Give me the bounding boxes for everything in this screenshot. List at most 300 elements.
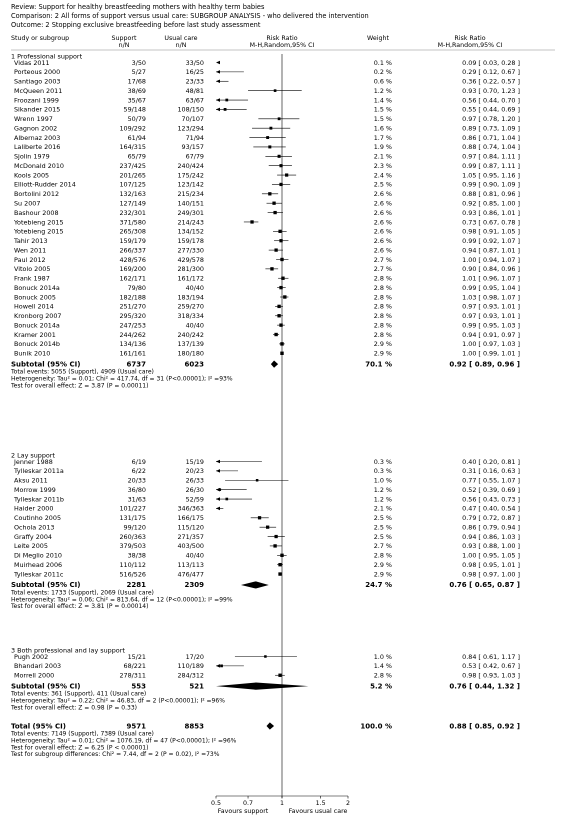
usual-events: 215/234: [177, 190, 204, 199]
study-name: Vitolo 2005: [14, 265, 51, 274]
study-name: Ochola 2013: [14, 523, 55, 532]
point-estimate: [268, 192, 271, 195]
subtotal-weight: 5.2 %: [370, 682, 392, 691]
usual-events: 161/172: [177, 274, 204, 283]
support-events: 65/79: [127, 152, 146, 161]
subtotal-ci: 0.76 [ 0.44, 1.32 ]: [449, 682, 520, 691]
support-events: 266/337: [119, 246, 146, 255]
subtotal-label: Subtotal (95% CI): [11, 360, 81, 369]
point-estimate: [274, 535, 277, 538]
usual-events: 20/23: [185, 467, 204, 476]
study-name: Su 2007: [14, 199, 41, 208]
study-ci: 0.73 [ 0.67, 0.78 ]: [462, 218, 520, 227]
subtotal-ci: 0.92 [ 0.89, 0.96 ]: [449, 360, 520, 369]
usual-events: 183/194: [177, 293, 204, 302]
study-ci: 1.00 [ 0.94, 1.07 ]: [462, 255, 520, 264]
study-weight: 2.1 %: [373, 504, 392, 513]
study-weight: 0.6 %: [373, 77, 392, 86]
study-weight: 2.9 %: [373, 340, 392, 349]
study-weight: 2.8 %: [373, 330, 392, 339]
study-weight: 2.8 %: [373, 274, 392, 283]
study-ci: 0.09 [ 0.03, 0.28 ]: [462, 58, 520, 67]
study-ci: 0.94 [ 0.87, 1.01 ]: [462, 246, 520, 255]
study-name: Aksu 2011: [14, 476, 48, 485]
study-weight: 1.0 %: [373, 476, 392, 485]
summary-diamond: [271, 361, 278, 368]
support-events: 162/171: [119, 274, 146, 283]
study-weight: 2.8 %: [373, 321, 392, 330]
plot-header: [11, 3, 369, 29]
ci-arrow: [216, 61, 220, 65]
study-weight: 1.5 %: [373, 115, 392, 124]
support-events: 68/221: [123, 662, 146, 671]
support-events: 17/68: [127, 77, 146, 86]
study-weight: 2.5 %: [373, 523, 392, 532]
usual-events: 63/67: [185, 96, 204, 105]
study-name: Frank 1987: [14, 274, 50, 283]
study-ci: 0.36 [ 0.22, 0.57 ]: [462, 77, 520, 86]
subtotal-usual: 2309: [184, 581, 204, 590]
study-name: Albernaz 2003: [14, 133, 61, 142]
point-estimate: [268, 145, 271, 148]
usual-events: 123/294: [177, 124, 204, 133]
study-weight: 2.3 %: [373, 161, 392, 170]
study-ci: 0.98 [ 0.93, 1.03 ]: [462, 671, 520, 680]
subtotal-support: 9571: [126, 722, 146, 731]
study-ci: 0.47 [ 0.40, 0.54 ]: [462, 504, 520, 513]
study-ci: 0.90 [ 0.84, 0.96 ]: [462, 265, 520, 274]
stats-note: Heterogeneity: Tau² = 0.06; Chi² = 813.64, df = 12 (P<0.00001); I² =99%: [11, 596, 233, 604]
study-ci: 0.77 [ 0.55, 1.07 ]: [462, 476, 520, 485]
study-weight: 2.5 %: [373, 180, 392, 189]
study-weight: 1.2 %: [373, 86, 392, 95]
point-estimate: [278, 563, 281, 566]
study-weight: 0.2 %: [373, 68, 392, 77]
point-estimate: [225, 99, 228, 102]
stats-note: Heterogeneity: Tau² = 0.22; Chi² = 46.83, df = 2 (P<0.00001); I² =96%: [11, 697, 225, 705]
support-events: 15/21: [127, 652, 146, 661]
study-weight: 2.6 %: [373, 246, 392, 255]
study-weight: 2.9 %: [373, 570, 392, 579]
study-ci: 0.56 [ 0.44, 0.70 ]: [462, 96, 520, 105]
study-name: Morrell 2000: [14, 671, 55, 680]
support-events: 295/320: [119, 312, 146, 321]
study-ci: 0.79 [ 0.72, 0.87 ]: [462, 514, 520, 523]
support-events: 38/38: [127, 551, 146, 560]
study-ci: 0.99 [ 0.92, 1.07 ]: [462, 237, 520, 246]
point-estimate: [274, 89, 277, 92]
subgroup-title: 2 Lay support: [11, 451, 55, 460]
study-ci: 0.93 [ 0.70, 1.23 ]: [462, 86, 520, 95]
col-weight: Weight: [367, 35, 389, 42]
subtotal-ci: 0.88 [ 0.85, 0.92 ]: [449, 722, 520, 731]
comparison-title: Comparison: 2 All forms of support versus usual care: SUBGROUP ANALYSIS - who delivered the intervention: [11, 12, 369, 20]
study-name: Paul 2012: [14, 255, 46, 264]
favours-support-label: Favours support: [217, 808, 269, 815]
usual-events: 16/25: [185, 68, 204, 77]
study-name: Graffy 2004: [14, 532, 52, 541]
stats-note: Test for overall effect: Z = 3.81 (P = 0.00014): [11, 603, 149, 611]
support-events: 109/292: [119, 124, 146, 133]
study-name: Vidas 2011: [14, 58, 50, 67]
point-estimate: [218, 488, 221, 491]
usual-events: 166/175: [177, 514, 204, 523]
study-ci: 0.89 [ 0.73, 1.09 ]: [462, 124, 520, 133]
study-ci: 1.00 [ 0.97, 1.03 ]: [462, 340, 520, 349]
col-rr2-sub: M-H,Random,95% CI: [437, 42, 503, 49]
study-weight: 2.8 %: [373, 283, 392, 292]
support-events: 20/33: [127, 476, 146, 485]
col-support-sub: n/N: [118, 42, 130, 49]
support-events: 428/576: [119, 255, 146, 264]
study-weight: 2.5 %: [373, 532, 392, 541]
study-name: Haider 2000: [14, 504, 54, 513]
study-weight: 2.4 %: [373, 171, 392, 180]
point-estimate: [266, 526, 269, 529]
subgroup-title: 1 Professional support: [11, 52, 83, 61]
support-events: 237/425: [119, 161, 146, 170]
study-name: Laliberte 2016: [14, 143, 61, 152]
study-weight: 2.6 %: [373, 199, 392, 208]
study-weight: 2.8 %: [373, 293, 392, 302]
ci-arrow: [216, 507, 220, 511]
usual-events: 33/50: [185, 58, 204, 67]
x-tick-label: 0.5: [210, 800, 222, 807]
study-name: Bunik 2010: [14, 349, 51, 358]
col-study: Study or subgroup: [11, 35, 70, 42]
usual-events: 48/81: [185, 86, 204, 95]
subtotal-support: 2281: [126, 581, 146, 590]
study-name: Wen 2011: [14, 246, 47, 255]
study-weight: 0.3 %: [373, 467, 392, 476]
usual-events: 214/243: [177, 218, 204, 227]
study-ci: 0.98 [ 0.95, 1.01 ]: [462, 560, 520, 569]
usual-events: 259/270: [177, 302, 204, 311]
study-name: Bonuck 2005: [14, 293, 56, 302]
usual-events: 23/33: [185, 77, 204, 86]
study-ci: 0.31 [ 0.16, 0.63 ]: [462, 467, 520, 476]
support-events: 371/580: [119, 218, 146, 227]
study-ci: 0.53 [ 0.42, 0.67 ]: [462, 662, 520, 671]
support-events: 110/112: [119, 560, 146, 569]
support-events: 50/79: [127, 115, 146, 124]
usual-events: 71/94: [185, 133, 204, 142]
usual-events: 113/113: [177, 560, 204, 569]
usual-events: 40/40: [185, 551, 204, 560]
study-ci: 0.93 [ 0.86, 1.01 ]: [462, 208, 520, 217]
usual-events: 240/242: [177, 330, 204, 339]
usual-events: 240/424: [177, 161, 204, 170]
point-estimate: [277, 314, 280, 317]
usual-events: 40/40: [185, 321, 204, 330]
support-events: 38/69: [127, 86, 146, 95]
study-ci: 1.05 [ 0.95, 1.16 ]: [462, 171, 520, 180]
study-ci: 0.98 [ 0.91, 1.05 ]: [462, 227, 520, 236]
x-tick-label: 1: [279, 800, 285, 807]
favours-usual-label: Favours usual care: [288, 808, 348, 815]
support-events: 132/163: [119, 190, 146, 199]
support-events: 232/301: [119, 208, 146, 217]
point-estimate: [278, 572, 281, 575]
summary-diamond: [216, 683, 308, 690]
study-ci: 0.97 [ 0.78, 1.20 ]: [462, 115, 520, 124]
support-events: 79/80: [127, 283, 146, 292]
study-name: Santiago 2003: [14, 77, 61, 86]
study-ci: 1.00 [ 0.95, 1.05 ]: [462, 551, 520, 560]
study-weight: 2.7 %: [373, 265, 392, 274]
support-events: 379/503: [119, 542, 146, 551]
study-name: Bashour 2008: [14, 208, 59, 217]
stats-note: Heterogeneity: Tau² = 0.01; Chi² = 417.74, df = 31 (P<0.00001); I² =93%: [11, 375, 233, 383]
support-events: 164/315: [119, 143, 146, 152]
point-estimate: [224, 108, 227, 111]
point-estimate: [278, 230, 281, 233]
usual-events: 108/150: [177, 105, 204, 114]
point-estimate: [274, 333, 277, 336]
summary-diamond: [241, 581, 269, 588]
usual-events: 110/189: [177, 662, 204, 671]
study-weight: 2.6 %: [373, 218, 392, 227]
point-estimate: [269, 127, 272, 130]
support-events: 201/265: [119, 171, 146, 180]
subtotal-label: Total (95% CI): [11, 722, 66, 731]
study-name: Muirhead 2006: [14, 560, 63, 569]
support-events: 101/227: [119, 504, 146, 513]
study-ci: 0.99 [ 0.87, 1.11 ]: [462, 161, 520, 170]
usual-events: 26/30: [185, 485, 204, 494]
study-name: Kramer 2001: [14, 330, 56, 339]
subtotal-support: 6737: [126, 360, 146, 369]
subtotal-usual: 521: [189, 682, 204, 691]
study-name: Howell 2014: [14, 302, 54, 311]
study-weight: 2.8 %: [373, 312, 392, 321]
usual-events: 175/242: [177, 171, 204, 180]
study-ci: 0.88 [ 0.74, 1.04 ]: [462, 143, 520, 152]
point-estimate: [250, 220, 253, 223]
support-events: 6/22: [131, 467, 146, 476]
support-events: 251/270: [119, 302, 146, 311]
support-events: 99/120: [123, 523, 146, 532]
study-weight: 2.6 %: [373, 208, 392, 217]
support-events: 3/50: [131, 58, 146, 67]
study-weight: 2.9 %: [373, 560, 392, 569]
study-name: Di Meglio 2010: [14, 551, 62, 560]
stats-note: Total events: 1733 (Support), 2069 (Usual care): [11, 589, 154, 597]
study-ci: 0.99 [ 0.90, 1.09 ]: [462, 180, 520, 189]
plot-rows: [10, 52, 520, 815]
study-name: Tahir 2013: [14, 237, 48, 246]
study-weight: 1.4 %: [373, 96, 392, 105]
study-name: Morrow 1999: [14, 485, 56, 494]
study-ci: 1.03 [ 0.98, 1.07 ]: [462, 293, 520, 302]
subtotal-support: 553: [131, 682, 146, 691]
study-ci: 0.99 [ 0.95, 1.03 ]: [462, 321, 520, 330]
support-events: 61/94: [127, 133, 146, 142]
study-ci: 1.00 [ 0.99, 1.01 ]: [462, 349, 520, 358]
study-weight: 1.4 %: [373, 662, 392, 671]
usual-events: 249/301: [177, 208, 204, 217]
study-weight: 1.2 %: [373, 495, 392, 504]
usual-events: 476/477: [177, 570, 204, 579]
study-name: Kools 2005: [14, 171, 50, 180]
study-weight: 1.2 %: [373, 485, 392, 494]
support-events: 244/262: [119, 330, 146, 339]
support-events: 161/161: [119, 349, 146, 358]
study-name: Tylleskar 2011a: [14, 467, 64, 476]
study-name: Coutinho 2005: [14, 514, 62, 523]
stats-note: Total events: 361 (Support), 411 (Usual care): [11, 690, 147, 698]
study-weight: 1.9 %: [373, 143, 392, 152]
col-rr2: Risk Ratio: [454, 35, 486, 42]
col-rr-sub: M-H,Random,95% CI: [249, 42, 315, 49]
support-events: 131/175: [119, 514, 146, 523]
ci-arrow: [216, 460, 220, 464]
point-estimate: [256, 479, 259, 482]
study-name: Pugh 2002: [14, 652, 49, 661]
subtotal-label: Subtotal (95% CI): [11, 581, 81, 590]
study-name: Tylleskar 2011c: [14, 570, 64, 579]
study-weight: 2.6 %: [373, 227, 392, 236]
usual-events: 26/33: [185, 476, 204, 485]
subtotal-label: Subtotal (95% CI): [11, 682, 81, 691]
study-name: Jenner 1988: [14, 457, 53, 466]
support-events: 278/311: [119, 671, 146, 680]
study-weight: 2.6 %: [373, 190, 392, 199]
subtotal-weight: 24.7 %: [365, 581, 392, 590]
usual-events: 346/363: [177, 504, 204, 513]
stats-note: Total events: 7149 (Support), 7389 (Usual care): [11, 730, 154, 738]
support-events: 516/526: [119, 570, 146, 579]
ci-arrow: [216, 497, 220, 501]
stats-note: Test for subgroup differences: Chi² = 7.44, df = 2 (P = 0.02), I² =73%: [11, 751, 220, 759]
x-tick-label: 2: [345, 800, 351, 807]
study-ci: 0.40 [ 0.20, 0.81 ]: [462, 457, 520, 466]
study-ci: 0.97 [ 0.93, 1.01 ]: [462, 312, 520, 321]
col-rr: Risk Ratio: [266, 35, 298, 42]
stats-note: Test for overall effect: Z = 3.87 (P = 0.00011): [11, 382, 149, 390]
study-name: Bortolini 2012: [14, 190, 60, 199]
study-ci: 0.97 [ 0.93, 1.01 ]: [462, 302, 520, 311]
stats-note: Total events: 5055 (Support), 4909 (Usual care): [11, 368, 154, 376]
study-name: Yotebieng 2015: [14, 227, 64, 236]
study-name: Gagnon 2002: [14, 124, 58, 133]
subtotal-usual: 6023: [184, 360, 204, 369]
subtotal-usual: 8853: [184, 722, 204, 731]
usual-events: 403/500: [177, 542, 204, 551]
study-ci: 0.56 [ 0.43, 0.73 ]: [462, 495, 520, 504]
subgroup-title: 3 Both professional and lay support: [11, 646, 125, 655]
support-events: 107/125: [119, 180, 146, 189]
support-events: 6/19: [131, 457, 146, 466]
study-weight: 1.6 %: [373, 124, 392, 133]
usual-events: 277/330: [177, 246, 204, 255]
study-ci: 0.88 [ 0.81, 0.96 ]: [462, 190, 520, 199]
study-ci: 0.86 [ 0.71, 1.04 ]: [462, 133, 520, 142]
support-events: 182/188: [119, 293, 146, 302]
point-estimate: [274, 248, 277, 251]
study-ci: 0.29 [ 0.12, 0.67 ]: [462, 68, 520, 77]
study-name: Sjolin 1979: [14, 152, 50, 161]
usual-events: 137/139: [177, 340, 204, 349]
point-estimate: [285, 173, 288, 176]
study-name: Froozani 1999: [14, 96, 59, 105]
study-name: Kronborg 2007: [14, 312, 62, 321]
study-name: Wrenn 1997: [14, 115, 53, 124]
study-name: Bonuck 2014b: [14, 340, 60, 349]
study-ci: 0.55 [ 0.44, 0.69 ]: [462, 105, 520, 114]
study-name: Leite 2005: [14, 542, 48, 551]
study-ci: 0.97 [ 0.84, 1.11 ]: [462, 152, 520, 161]
point-estimate: [258, 516, 261, 519]
subtotal-ci: 0.76 [ 0.65, 0.87 ]: [449, 581, 520, 590]
support-events: 59/148: [123, 105, 146, 114]
study-weight: 2.1 %: [373, 152, 392, 161]
support-events: 247/253: [119, 321, 146, 330]
study-ci: 0.94 [ 0.91, 0.97 ]: [462, 330, 520, 339]
study-weight: 1.5 %: [373, 105, 392, 114]
study-weight: 2.8 %: [373, 551, 392, 560]
stats-note: Test for overall effect: Z = 6.25 (P < 0.00001): [11, 744, 149, 752]
point-estimate: [270, 267, 273, 270]
point-estimate: [278, 155, 281, 158]
usual-events: 15/19: [185, 457, 204, 466]
usual-events: 180/180: [177, 349, 204, 358]
usual-events: 284/312: [177, 671, 204, 680]
point-estimate: [273, 211, 276, 214]
usual-events: 134/152: [177, 227, 204, 236]
study-name: McDonald 2010: [14, 161, 64, 170]
subtotal-weight: 70.1 %: [365, 360, 392, 369]
study-ci: 0.94 [ 0.86, 1.03 ]: [462, 532, 520, 541]
usual-events: 318/334: [177, 312, 204, 321]
usual-events: 159/178: [177, 237, 204, 246]
study-weight: 2.8 %: [373, 671, 392, 680]
study-name: Tylleskar 2011b: [14, 495, 64, 504]
study-weight: 1.0 %: [373, 652, 392, 661]
ci-arrow: [216, 664, 220, 668]
usual-events: 70/107: [181, 115, 204, 124]
study-name: Porteous 2000: [14, 68, 61, 77]
study-ci: 0.98 [ 0.97, 1.00 ]: [462, 570, 520, 579]
column-headers: [11, 35, 555, 50]
study-name: Bonuck 2014a: [14, 283, 60, 292]
usual-events: 123/142: [177, 180, 204, 189]
study-weight: 2.5 %: [373, 514, 392, 523]
ci-arrow: [216, 70, 220, 74]
study-name: Yotebieng 2015: [14, 218, 64, 227]
study-weight: 2.9 %: [373, 349, 392, 358]
study-weight: 2.6 %: [373, 237, 392, 246]
point-estimate: [278, 674, 281, 677]
support-events: 159/179: [119, 237, 146, 246]
usual-events: 429/578: [177, 255, 204, 264]
study-ci: 0.99 [ 0.95, 1.04 ]: [462, 283, 520, 292]
point-estimate: [273, 544, 276, 547]
col-usual: Usual care: [164, 35, 198, 42]
support-events: 35/67: [127, 96, 146, 105]
summary-diamond: [267, 722, 275, 729]
point-estimate: [264, 655, 267, 658]
point-estimate: [278, 117, 281, 120]
x-tick-label: 1.5: [315, 800, 326, 807]
study-weight: 1.7 %: [373, 133, 392, 142]
point-estimate: [283, 295, 286, 298]
study-ci: 0.84 [ 0.61, 1.17 ]: [462, 652, 520, 661]
study-ci: 1.01 [ 0.96, 1.07 ]: [462, 274, 520, 283]
support-events: 169/200: [119, 265, 146, 274]
col-usual-sub: n/N: [175, 42, 187, 49]
usual-events: 40/40: [185, 283, 204, 292]
